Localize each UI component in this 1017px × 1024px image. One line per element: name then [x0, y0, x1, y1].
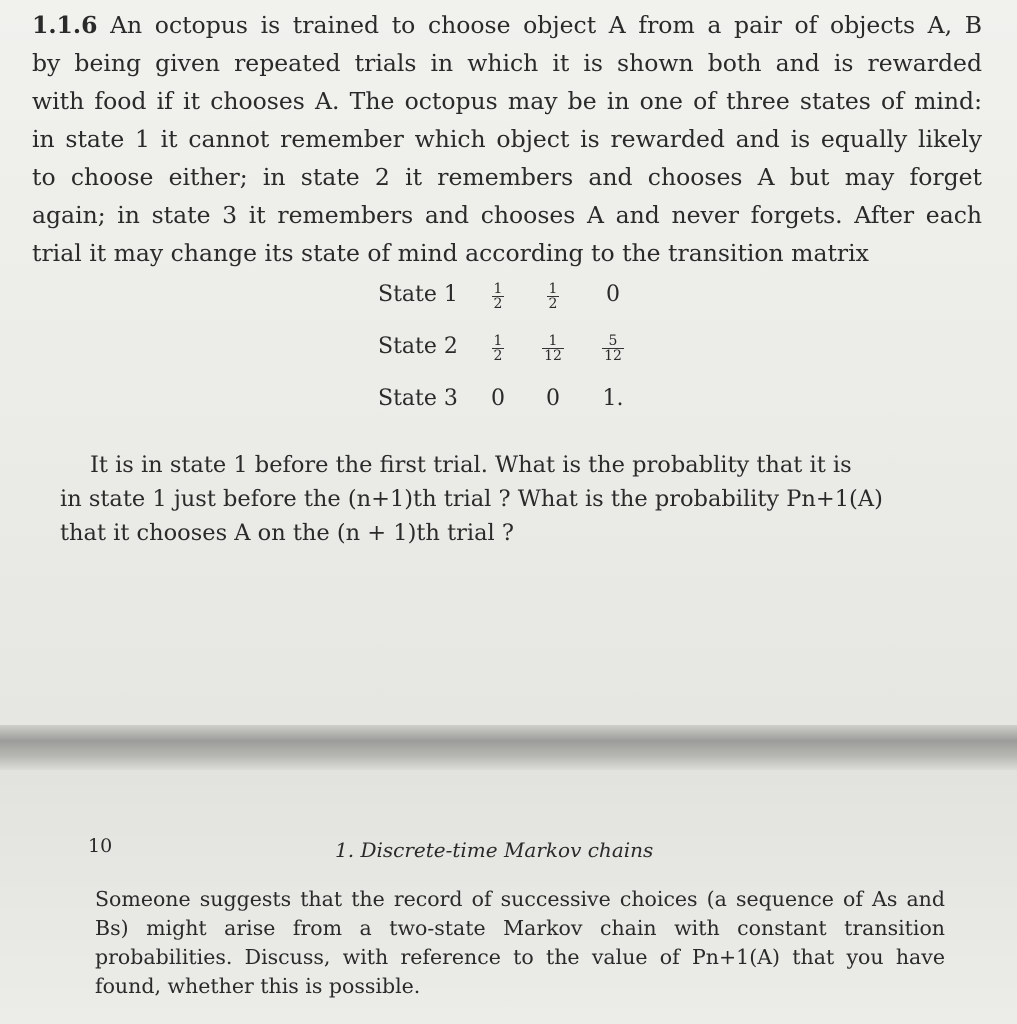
matrix-row-label: State 3 — [378, 386, 458, 411]
problem-line: An octopus is trained to choose object A from a pair of objects A, B — [110, 11, 982, 39]
matrix-cell: $\frac{1}{2}$ — [493, 281, 503, 312]
question-text — [60, 448, 965, 550]
matrix-cell: 1. — [602, 386, 624, 411]
matrix-cell: 0 — [606, 282, 620, 307]
continuation-paragraph: Someone suggests that the record of successive choices (a sequence of As and Bs) might arise from a two-state Markov chain with constant transition probabilities. Discuss, with reference to the value of Pn+1(A) that you have found, whether this is possible. — [95, 887, 945, 998]
page-fold-shadow — [0, 725, 1017, 770]
problem-line: again; in state 3 it remembers and chooses A and never forgets. After each — [32, 201, 982, 229]
matrix-cell: $\frac{5}{12}$ — [604, 333, 622, 364]
matrix-cell: 0 — [546, 386, 560, 411]
problem-line: to choose either; in state 2 it remembers and chooses A but may forget — [32, 163, 982, 191]
problem-number: 1.1.6 — [32, 11, 98, 39]
matrix-cell: $\frac{1}{12}$ — [544, 333, 562, 364]
matrix-cell: $\frac{1}{2}$ — [548, 281, 558, 312]
matrix-cell: 0 — [491, 386, 505, 411]
running-head: 1. Discrete-time Markov chains — [335, 838, 654, 862]
question-line: It is in state 1 before the first trial. What is the probablity that it is — [90, 452, 852, 478]
problem-line: by being given repeated trials in which it is shown both and is rewarded — [32, 49, 982, 77]
problem-line: with food if it chooses A. The octopus may be in one of three states of mind: — [32, 87, 982, 115]
problem-statement — [32, 6, 982, 272]
matrix-row-label: State 2 — [378, 334, 458, 359]
problem-line: in state 1 it cannot remember which object is rewarded and is equally likely — [32, 125, 982, 153]
matrix-row-label: State 1 — [378, 282, 458, 307]
page-number: 10 — [88, 835, 113, 857]
question-line: in state 1 just before the (n+1)th trial ? What is the probability Pn+1(A) — [60, 486, 883, 512]
matrix-cell: $\frac{1}{2}$ — [493, 333, 503, 364]
question-line: that it chooses A on the (n + 1)th trial ? — [60, 520, 514, 546]
problem-line: trial it may change its state of mind according to the transition matrix — [32, 239, 869, 267]
